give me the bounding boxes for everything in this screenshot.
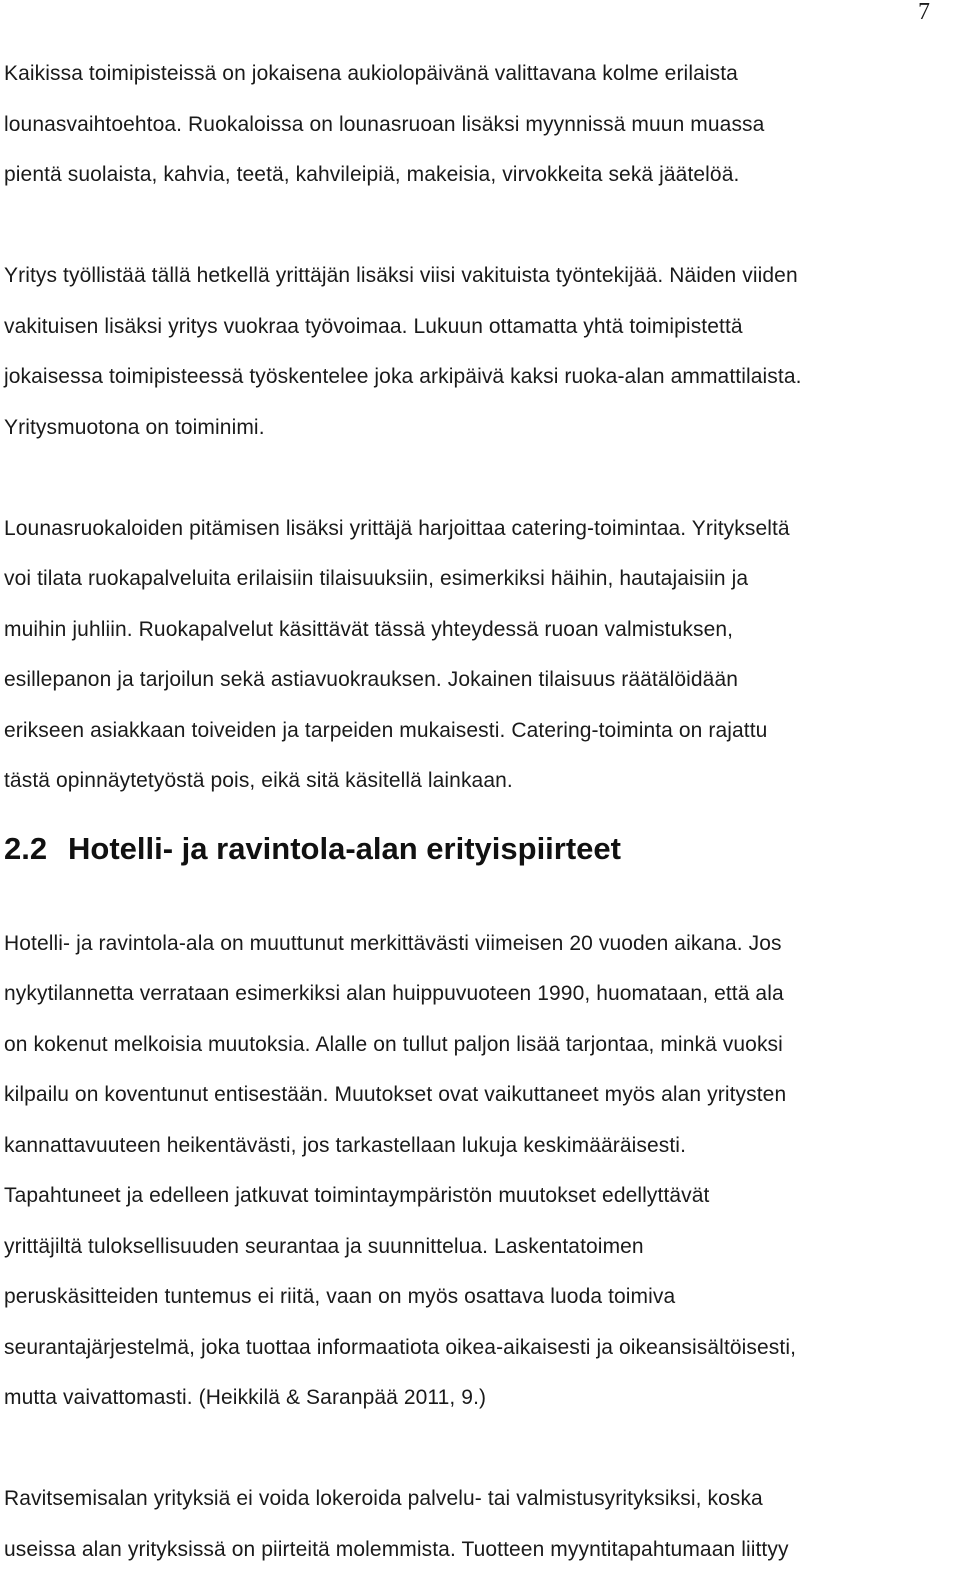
text-line: on kokenut melkoisia muutoksia. Alalle on tullut paljon lisää tarjontaa, minkä vuoksi [4,1032,783,1056]
paragraph-spacer [4,201,954,252]
paragraph [4,504,954,807]
text-line: mutta vaivattomasti. (Heikkilä & Saranpää 2011, 9.) [4,1386,487,1409]
text-line: pientä suolaista, kahvia, teetä, kahvileipiä, makeisia, virvokkeita sekä jäätelöä. [4,163,740,186]
text-line: kilpailu on koventunut entisestään. Muutokset ovat vaikuttaneet myös alan yritysten [4,1083,787,1106]
text-line: peruskäsitteiden tuntemus ei riitä, vaan on myös osattava luoda toimiva [4,1285,676,1308]
text-line: Hotelli- ja ravintola-ala on muuttunut merkittävästi viimeisen 20 vuoden aikana. Jos [4,931,782,955]
document-body [4,49,954,1575]
text-line: useissa alan yrityksissä on piirteitä molemmista. Tuotteen myyntitapahtumaan liittyy [4,1537,789,1561]
section-heading [4,807,954,891]
heading-spacer [4,891,954,919]
text-line: yrittäjiltä tuloksellisuuden seurantaa ja suunnittelua. Laskentatoimen [4,1234,644,1258]
paragraph-spacer [4,1424,954,1475]
paragraph-spacer [4,453,954,504]
text-line: Tapahtuneet ja edelleen jatkuvat toimintaympäristön muutokset edellyttävät [4,1184,710,1207]
text-line: muihin juhliin. Ruokapalvelut käsittävät tässä yhteydessä ruoan valmistuksen, [4,617,734,641]
text-line: Yritysmuotona on toiminimi. [4,415,265,439]
paragraph [4,1474,954,1575]
text-line: tästä opinnäytetyöstä pois, eikä sitä käsitellä lainkaan. [4,769,513,792]
text-line: erikseen asiakkaan toiveiden ja tarpeiden mukaisesti. Catering-toiminta on rajattu [4,718,768,742]
text-line: seurantajärjestelmä, joka tuottaa informaatiota oikea-aikaisesti ja oikeansisältöisesti, [4,1335,797,1359]
text-line: voi tilata ruokapalveluita erilaisiin tilaisuuksiin, esimerkiksi häihin, hautajaisiin ja [4,567,749,590]
page-number: 7 [918,0,930,25]
text-line: esillepanon ja tarjoilun sekä astiavuokrauksen. Jokainen tilaisuus räätälöidään [4,668,739,691]
text-line: vakituisen lisäksi yritys vuokraa työvoimaa. Lukuun ottamatta yhtä toimipistettä [4,314,743,338]
text-line: jokaisessa toimipisteessä työskentelee joka arkipäivä kaksi ruoka-alan ammattilaista. [4,365,802,388]
section-number: 2.2 [4,830,48,866]
text-line: lounasvaihtoehtoa. Ruokaloissa on lounasruoan lisäksi myynnissä muun muassa [4,112,765,136]
paragraph [4,49,954,201]
text-line: nykytilannetta verrataan esimerkiksi alan huippuvuoteen 1990, huomataan, että ala [4,982,784,1005]
paragraph [4,251,954,453]
text-line: Yritys työllistää tällä hetkellä yrittäjän lisäksi viisi vakituista työntekijää. Näiden viiden [4,264,798,287]
paragraph [4,919,954,1424]
text-line: Kaikissa toimipisteissä on jokaisena aukiolopäivänä valittavana kolme erilaista [4,62,738,85]
text-line: Ravitsemisalan yrityksiä ei voida lokeroida palvelu- tai valmistusyrityksiksi, koska [4,1487,763,1510]
section-title: Hotelli- ja ravintola-alan erityispiirteet [68,830,621,866]
text-line: Lounasruokaloiden pitämisen lisäksi yrittäjä harjoittaa catering-toimintaa. Yritykseltä [4,516,790,540]
text-line: kannattavuuteen heikentävästi, jos tarkastellaan lukuja keskimääräisesti. [4,1133,687,1157]
